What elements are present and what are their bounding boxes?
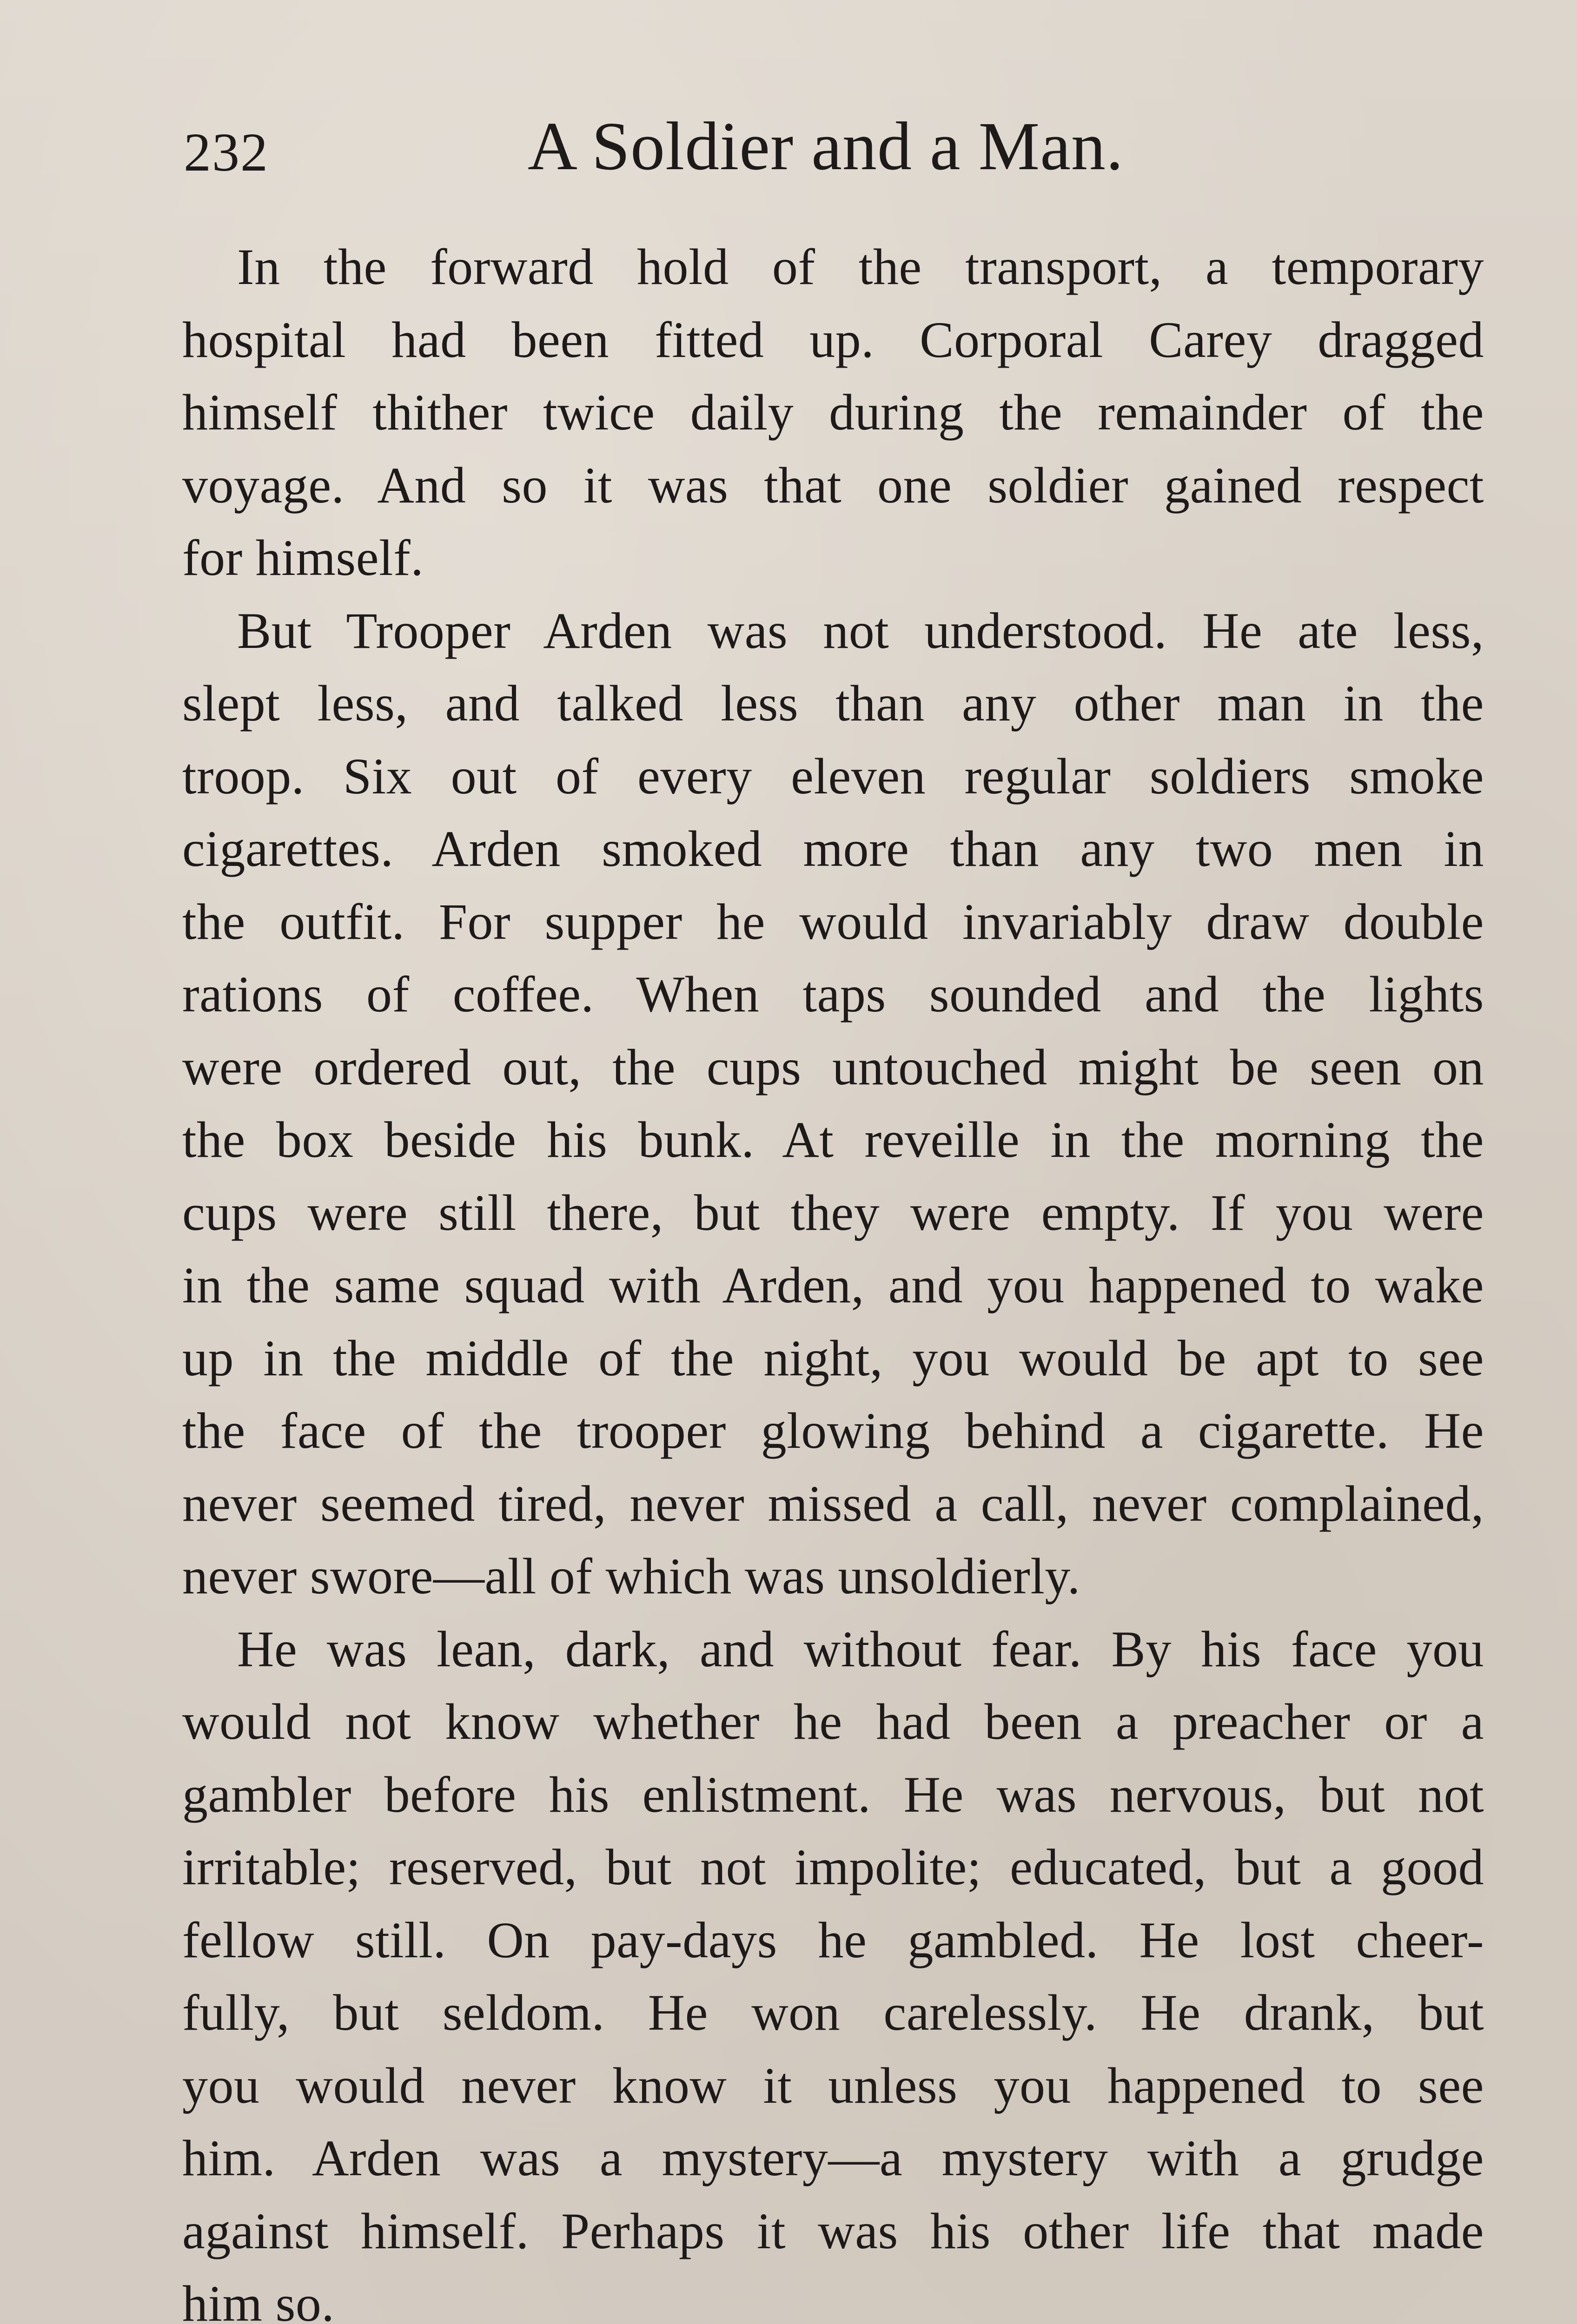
text-line: fellow still. On pay-days he gambled. He lost cheer-	[182, 1911, 1484, 1968]
text-line: cups were still there, but they were empty. If you were	[182, 1184, 1484, 1241]
text-line: the box beside his bunk. At reveille in the morning the	[182, 1111, 1484, 1168]
text-line: hospital had been fitted up. Corporal Carey dragged	[182, 311, 1484, 368]
text-line: would not know whether he had been a preacher or a	[182, 1693, 1484, 1750]
text-line: never seemed tired, never missed a call, never complained,	[182, 1475, 1484, 1532]
text-line: were ordered out, the cups untouched might be seen on	[182, 1038, 1484, 1096]
text-line: He was lean, dark, and without fear. By his face you	[237, 1620, 1484, 1677]
text-line: the outfit. For supper he would invariably draw double	[182, 893, 1484, 950]
text-line: cigarettes. Arden smoked more than any two men in	[182, 820, 1484, 877]
text-line: fully, but seldom. He won carelessly. He drank, but	[182, 1984, 1484, 2041]
paragraph-1	[182, 231, 1484, 594]
text-line: But Trooper Arden was not understood. He ate less,	[237, 602, 1484, 659]
paragraph-3	[182, 1613, 1484, 2324]
text-line: against himself. Perhaps it was his other life that made	[182, 2202, 1484, 2259]
page-header	[184, 107, 1481, 186]
text-line: rations of coffee. When taps sounded and the lights	[182, 966, 1484, 1023]
text-line: In the forward hold of the transport, a temporary	[237, 238, 1484, 295]
paragraph-2	[182, 594, 1484, 1613]
text-line: you would never know it unless you happened to see	[182, 2057, 1484, 2114]
text-line: him. Arden was a mystery—a mystery with a grudge	[182, 2130, 1484, 2186]
page-number: 232	[184, 122, 269, 183]
text-line: himself thither twice daily during the remainder of the	[182, 384, 1484, 441]
text-line: him so.	[182, 2275, 335, 2324]
text-line: gambler before his enlistment. He was nervous, but not	[182, 1766, 1484, 1823]
text-line: voyage. And so it was that one soldier gained respect	[182, 456, 1484, 514]
text-line: in the same squad with Arden, and you happened to wake	[182, 1257, 1484, 1314]
body-text	[182, 231, 1484, 2324]
text-line: for himself.	[182, 529, 424, 586]
text-line: irritable; reserved, but not impolite; educated, but a good	[182, 1839, 1484, 1895]
text-line: up in the middle of the night, you would be apt to see	[182, 1329, 1484, 1386]
text-line: slept less, and talked less than any other man in the	[182, 675, 1484, 732]
text-line: the face of the trooper glowing behind a cigarette. He	[182, 1402, 1484, 1459]
text-line: troop. Six out of every eleven regular soldiers smoke	[182, 747, 1484, 805]
text-line: never swore—all of which was unsoldierly.	[182, 1548, 1080, 1604]
running-head: A Soldier and a Man.	[528, 108, 1124, 185]
